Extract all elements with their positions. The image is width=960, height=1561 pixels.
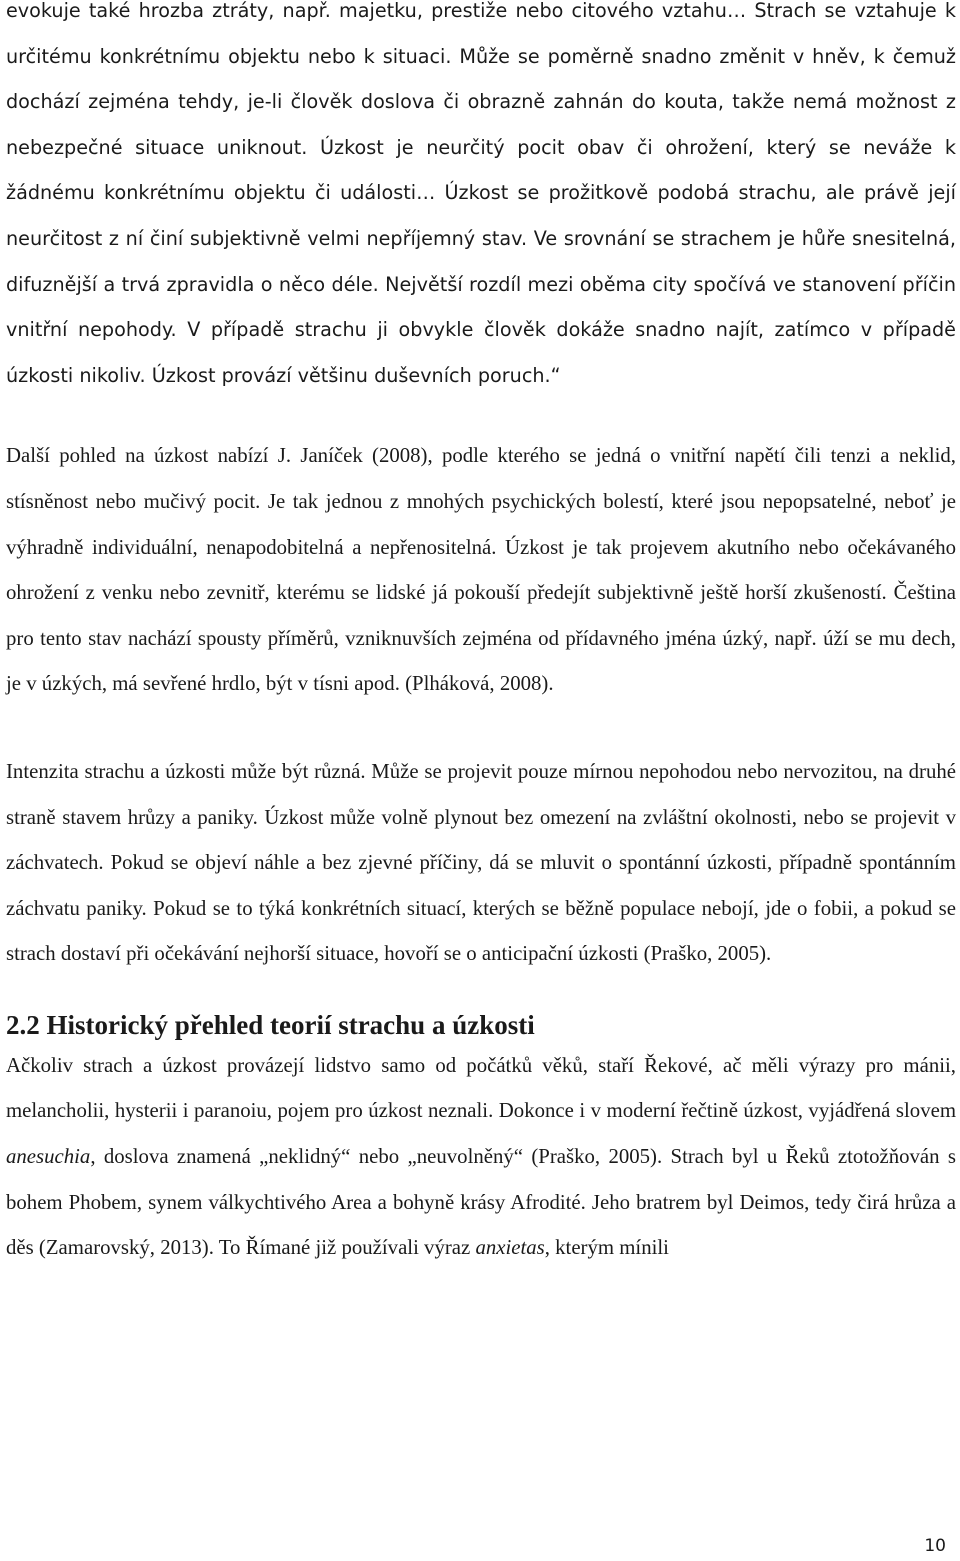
- spacer: [6, 977, 956, 1007]
- history-text-2: , doslova znamená „neklidný“ nebo „neuvolněný“ (Praško, 2005). Strach byl u Řeků ztotožňován s bohem Phobem, synem válkychtivého Area a bohyně krásy Afrodité. Jeho bratrem byl Deimos, tedy čirá hrůza a děs (Zamarovský, 2013). To Římané již používali výraz: [6, 1145, 956, 1260]
- quote-paragraph: evokuje také hrozba ztráty, např. majetku, prestiže nebo citového vztahu… Strach se vztahuje k určitému konkrétnímu objektu nebo k situaci. Může se poměrně snadno změnit v hněv, k čemuž dochází zejména tehdy, je-li člověk doslova či obrazně zahnán do kouta, takže nemá možnost z nebezpečné situace uniknout. Úzkost je neurčitý pocit obav či ohrožení, který se neváže k žádnému konkrétnímu objektu či události… Úzkost se prožitkově podobá strachu, ale právě její neurčitost z ní činí subjektivně velmi nepříjemný stav. Ve srovnání se strachem je hůře snesitelná, difuznější a trvá zpravidla o něco déle. Největší rozdíl mezi oběma city spočívá ve stanovení příčin vnitřní nepohody. V případě strachu ji obvykle člověk dokáže snadno najít, zatímco v případě úzkosti nikoliv. Úzkost provází většinu duševních poruch.“: [6, 0, 956, 387]
- page-number: 10: [924, 1536, 946, 1556]
- history-text-1: Ačkoliv strach a úzkost provázejí lidstvo samo od počátků věků, staří Řekové, ač měli výrazy pro mánii, melancholii, hysterii i paranoiu, pojem pro úzkost neznali. Dokonce i v moderní řečtině úzkost, vyjádřená slovem: [6, 1053, 956, 1123]
- section-heading: 2.2 Historický přehled teorií strachu a úzkosti: [6, 1009, 535, 1040]
- spacer: [6, 707, 956, 749]
- spacer: [6, 398, 956, 433]
- janicek-paragraph: Další pohled na úzkost nabízí J. Janíček (2008), podle kterého se jedná o vnitřní napětí čili tenzi a neklid, stísněnost nebo mučivý pocit. Je tak jednou z mnohých psychických bolestí, které jsou nepopsatelné, neboť je výhradně individuální, nenapodobitelná a nepřenositelná. Úzkost je tak projevem akutního nebo očekávaného ohrožení z venku nebo zevnitř, kterému se lidské já pokouší předejít subjektivně ještě horší zkušeností. Čeština pro tento stav nachází spousty příměrů, vzniknuvších zejména od přídavného jména úzký, např. úží se mu dech, je v úzkých, má sevřené hrdlo, být v tísni apod. (Plháková, 2008).: [6, 444, 956, 696]
- term-anxietas: anxietas: [475, 1236, 545, 1260]
- history-text-3: , kterým mínili: [544, 1236, 669, 1260]
- intensity-paragraph: Intenzita strachu a úzkosti může být různá. Může se projevit pouze mírnou nepohodou nebo nervozitou, na druhé straně stavem hrůzy a paniky. Úzkost může volně plynout bez omezení na zvláštní okolnosti, nebo se projevit v záchvatech. Pokud se objeví náhle a bez zjevné příčiny, dá se mluvit o spontánní úzkosti, případně spontánním záchvatu paniky. Pokud se to týká konkrétních situací, kterých se běžně populace nebojí, jde o fobii, a pokud se strach dostaví při očekávání nejhorší situace, hovoří se o anticipační úzkosti (Praško, 2005).: [6, 759, 956, 966]
- history-paragraph: [6, 1043, 956, 1271]
- document-page: [6, 0, 956, 1271]
- term-anesuchia: anesuchia: [6, 1145, 91, 1169]
